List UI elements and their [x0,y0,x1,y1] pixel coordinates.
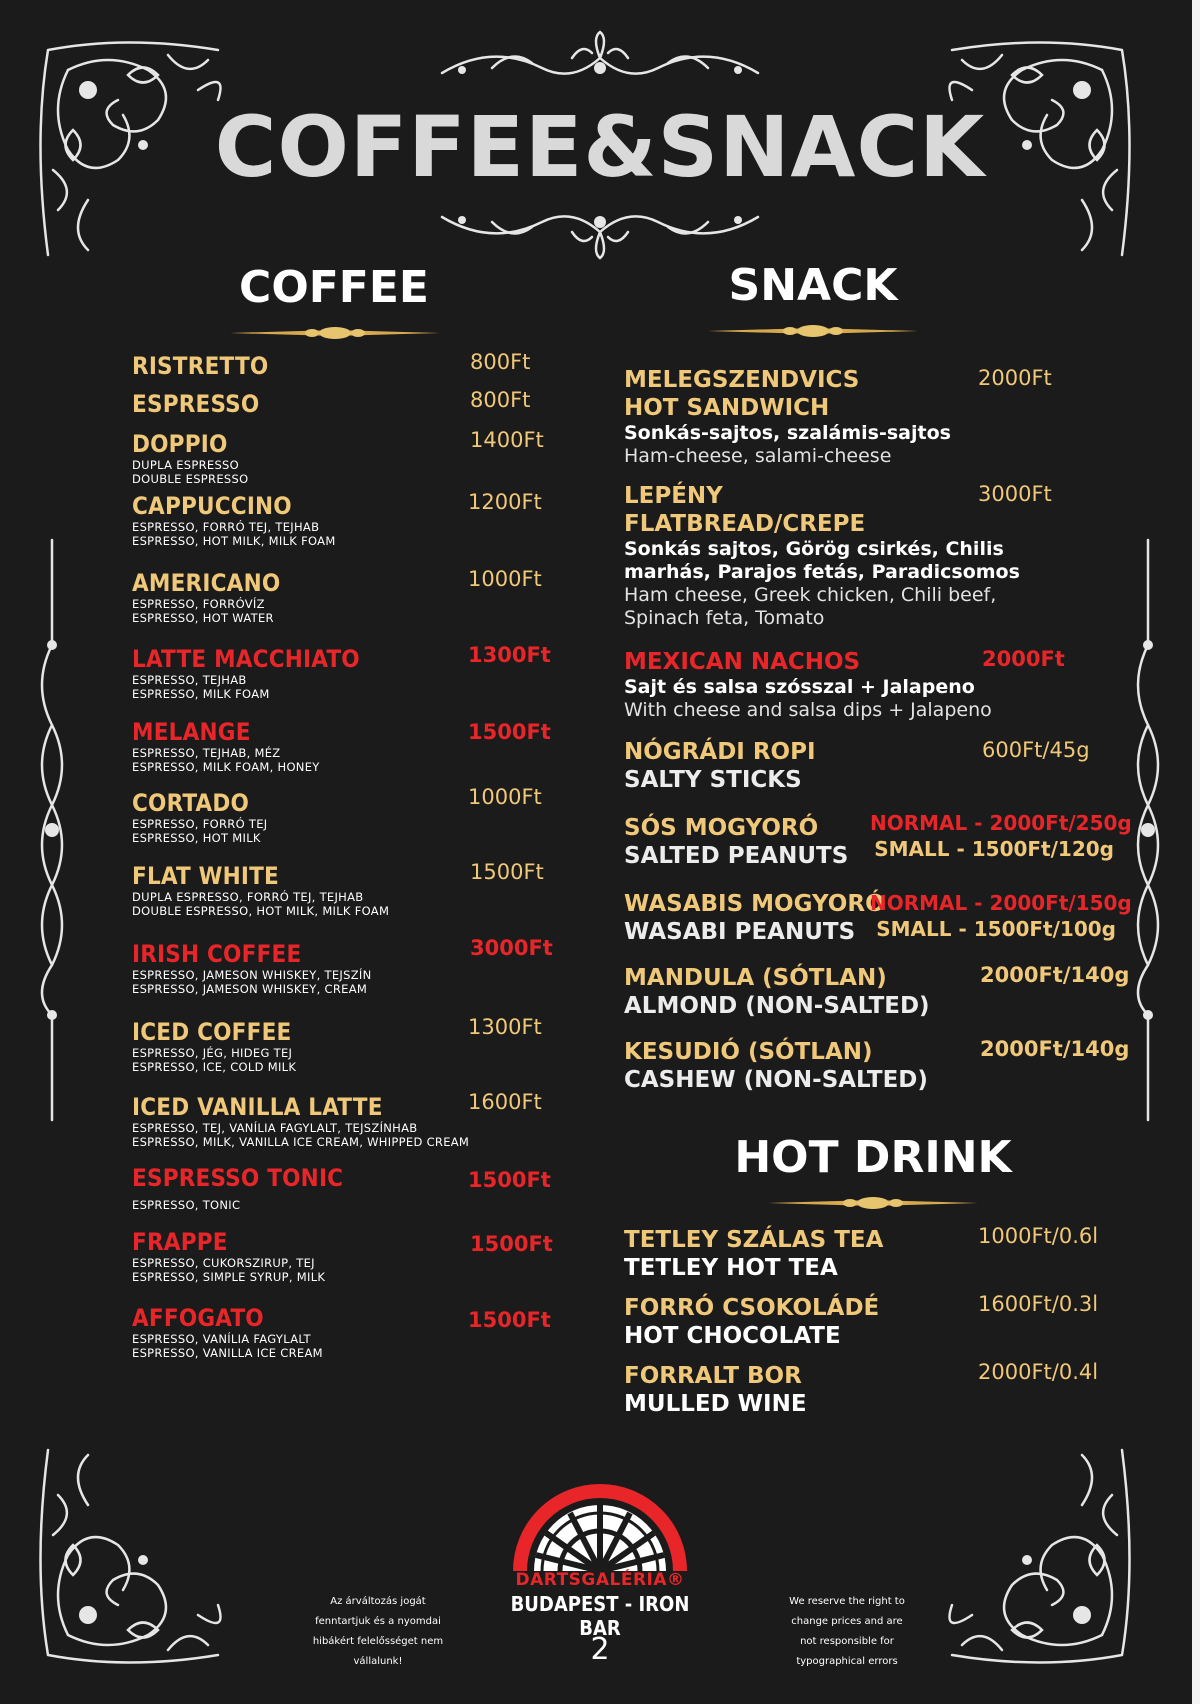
item-price: 1300Ft [468,643,551,667]
item-name-en: MULLED WINE [624,1391,807,1417]
price-small: SMALL - 1500Ft/100g [876,917,1116,941]
item-name: FLAT WHITE [132,862,280,890]
item-price: 1000Ft/0.6l [978,1224,1099,1248]
item-price: 1500Ft [470,1232,553,1256]
item-desc-hu: ESPRESSO, JÉG, HIDEG TEJ [132,1046,293,1060]
item-price: 1600Ft/0.3l [978,1292,1099,1316]
item-name-en: ALMOND (NON-SALTED) [624,993,930,1019]
disclaimer-line: change prices and are [791,1616,903,1627]
item-desc-en: ESPRESSO, MILK FOAM, HONEY [132,760,320,774]
item-price: 800Ft [470,350,531,374]
item-name-en: HOT SANDWICH [624,395,830,421]
item-price: 2000Ft/140g [980,1037,1130,1061]
item-desc-hu: ESPRESSO, VANÍLIA FAGYLALT [132,1332,311,1346]
disclaimer-line: vállalunk! [353,1656,403,1667]
item-name: CAPPUCCINO [132,492,292,520]
item-desc-en: ESPRESSO, MILK, VANILLA ICE CREAM, WHIPPED CREAM [132,1135,470,1149]
item-price: 3000Ft [978,482,1052,506]
item-name: LATTE MACCHIATO [132,645,360,673]
item-desc-en: DOUBLE ESPRESSO [132,472,249,486]
item-desc-hu: ESPRESSO, TONIC [132,1198,241,1212]
item-desc-en: ESPRESSO, VANILLA ICE CREAM [132,1346,323,1360]
brand-logo [510,1570,690,1640]
item-price: 1300Ft [468,1015,542,1039]
item-desc-en: ESPRESSO, HOT WATER [132,611,274,625]
item-name: LEPÉNY [624,483,723,509]
disclaimer-line: typographical errors [796,1656,898,1667]
item-price: 600Ft/45g [982,738,1090,762]
gold-divider-icon [230,324,440,342]
dartboard-logo-icon [512,1483,688,1575]
gold-divider-icon [708,322,918,340]
item-desc-hu: ESPRESSO, FORRÓVÍZ [132,597,265,611]
price-normal: NORMAL - 2000Ft/250g [870,811,1132,835]
item-desc-hu: ESPRESSO, TEJHAB [132,673,247,687]
item-price: 1000Ft [468,567,542,591]
item-name-en: TETLEY HOT TEA [624,1255,838,1281]
item-desc-hu: ESPRESSO, JAMESON WHISKEY, TEJSZÍN [132,968,372,982]
item-desc-en: ESPRESSO, MILK FOAM [132,687,270,701]
item-price: 1500Ft [468,1308,551,1332]
item-name: WASABIS MOGYORÓ [624,891,885,917]
item-price: 3000Ft [470,936,553,960]
item-price: 2000Ft/0.4l [978,1360,1099,1384]
item-price: 2000Ft/140g [980,963,1130,987]
item-name: FORRÓ CSOKOLÁDÉ [624,1295,880,1321]
item-name: AFFOGATO [132,1304,264,1332]
item-price: 2000Ft [982,647,1065,671]
item-name: MELANGE [132,718,251,746]
item-desc-hu: ESPRESSO, TEJHAB, MÉZ [132,746,281,760]
page-edge [1192,0,1200,1704]
item-name: DOPPIO [132,430,228,458]
disclaimer-line: not responsible for [800,1636,894,1647]
item-name: MELEGSZENDVICS [624,367,860,393]
price-small: SMALL - 1500Ft/120g [874,837,1114,861]
brand-name: DARTSGALÉRIA® [515,1570,685,1590]
page-title: COFFEE&SNACK [214,98,986,196]
page-number: 2 [590,1632,610,1667]
item-desc-en: ESPRESSO, JAMESON WHISKEY, CREAM [132,982,368,996]
item-price-sizes [870,890,1132,942]
item-name: RISTRETTO [132,352,269,380]
hot-drink-heading: HOT DRINK [734,1132,1012,1183]
item-name: ICED COFFEE [132,1018,292,1046]
item-price: 1600Ft [468,1090,542,1114]
item-desc-en: ESPRESSO, SIMPLE SYRUP, MILK [132,1270,326,1284]
item-desc-hu: ESPRESSO, TEJ, VANÍLIA FAGYLALT, TEJSZÍNHAB [132,1121,418,1135]
item-desc-en: With cheese and salsa dips + Jalapeno [624,699,992,721]
disclaimer-hu [303,1592,453,1672]
item-desc-hu: Sonkás sajtos, Görög csirkés, Chilis [624,538,1004,560]
item-name: FRAPPE [132,1228,228,1256]
item-desc-en: ESPRESSO, ICE, COLD MILK [132,1060,297,1074]
vertical-flourish-icon [30,535,74,1125]
snack-item-mexican-nachos [624,648,1144,722]
item-desc-hu: ESPRESSO, CUKORSZIRUP, TEJ [132,1256,315,1270]
item-price: 1200Ft [468,490,542,514]
item-name: ICED VANILLA LATTE [132,1093,383,1121]
item-desc-hu: Sonkás-sajtos, szalámis-sajtos [624,422,951,444]
snack-item-lepeny [624,482,1144,630]
item-desc-hu: ESPRESSO, FORRÓ TEJ, TEJHAB [132,520,320,534]
item-desc-en: Ham-cheese, salami-cheese [624,445,892,467]
item-name: MANDULA (SÓTLAN) [624,965,887,991]
disclaimer-line: Az árváltozás jogát [330,1596,426,1607]
disclaimer-en [772,1592,922,1672]
snack-item-melegszendvics [624,366,1144,468]
item-name-en: SALTY STICKS [624,767,802,793]
item-name: MEXICAN NACHOS [624,649,861,675]
price-normal: NORMAL - 2000Ft/150g [870,891,1132,915]
disclaimer-line: fenntartjuk és a nyomdai [315,1616,441,1627]
item-name: KESUDIÓ (SÓTLAN) [624,1039,873,1065]
item-name: NÓGRÁDI ROPI [624,739,816,765]
coffee-heading: COFFEE [239,262,429,313]
corner-ornament-icon [942,1440,1142,1675]
item-name: FORRALT BOR [624,1363,802,1389]
item-name: ESPRESSO [132,390,260,418]
item-name: SÓS MOGYORÓ [624,815,819,841]
scroll-ornament-icon [432,200,768,262]
item-name-en: FLATBREAD/CREPE [624,511,866,537]
disclaimer-line: We reserve the right to [789,1596,905,1607]
item-price: 1500Ft [468,1168,551,1192]
item-name: ESPRESSO TONIC [132,1164,344,1192]
item-name: IRISH COFFEE [132,940,302,968]
item-name: CORTADO [132,789,250,817]
item-price: 1500Ft [468,720,551,744]
item-desc-en: ESPRESSO, HOT MILK [132,831,261,845]
item-price: 2000Ft [978,366,1052,390]
brand-subtitle: BUDAPEST - IRON BAR [510,1592,690,1640]
item-price: 800Ft [470,388,531,412]
gold-divider-icon [768,1194,978,1212]
item-name-en: CASHEW (NON-SALTED) [624,1067,928,1093]
item-desc-en: Ham cheese, Greek chicken, Chili beef, [624,584,997,606]
item-desc-en: DOUBLE ESPRESSO, HOT MILK, MILK FOAM [132,904,390,918]
item-name-en: SALTED PEANUTS [624,843,849,869]
item-desc-en: ESPRESSO, HOT MILK, MILK FOAM [132,534,336,548]
disclaimer-line: hibákért felelősséget nem [312,1636,444,1647]
item-price: 1000Ft [468,785,542,809]
snack-heading: SNACK [728,260,898,311]
item-desc-hu: DUPLA ESPRESSO [132,458,240,472]
item-name-en: WASABI PEANUTS [624,919,856,945]
item-desc-hu: marhás, Parajos fetás, Paradicsomos [624,561,1020,583]
item-price-sizes [870,810,1132,862]
item-desc-hu: ESPRESSO, FORRÓ TEJ [132,817,268,831]
item-desc-en: Spinach feta, Tomato [624,607,825,629]
item-price: 1500Ft [470,860,544,884]
item-desc-hu: DUPLA ESPRESSO, FORRÓ TEJ, TEJHAB [132,890,364,904]
item-desc-hu: Sajt és salsa szósszal + Jalapeno [624,676,975,698]
item-name: TETLEY SZÁLAS TEA [624,1227,884,1253]
corner-ornament-icon [28,1440,228,1675]
scroll-ornament-icon [432,28,768,90]
item-price: 1400Ft [470,428,544,452]
item-name-en: HOT CHOCOLATE [624,1323,841,1349]
item-name: AMERICANO [132,569,281,597]
